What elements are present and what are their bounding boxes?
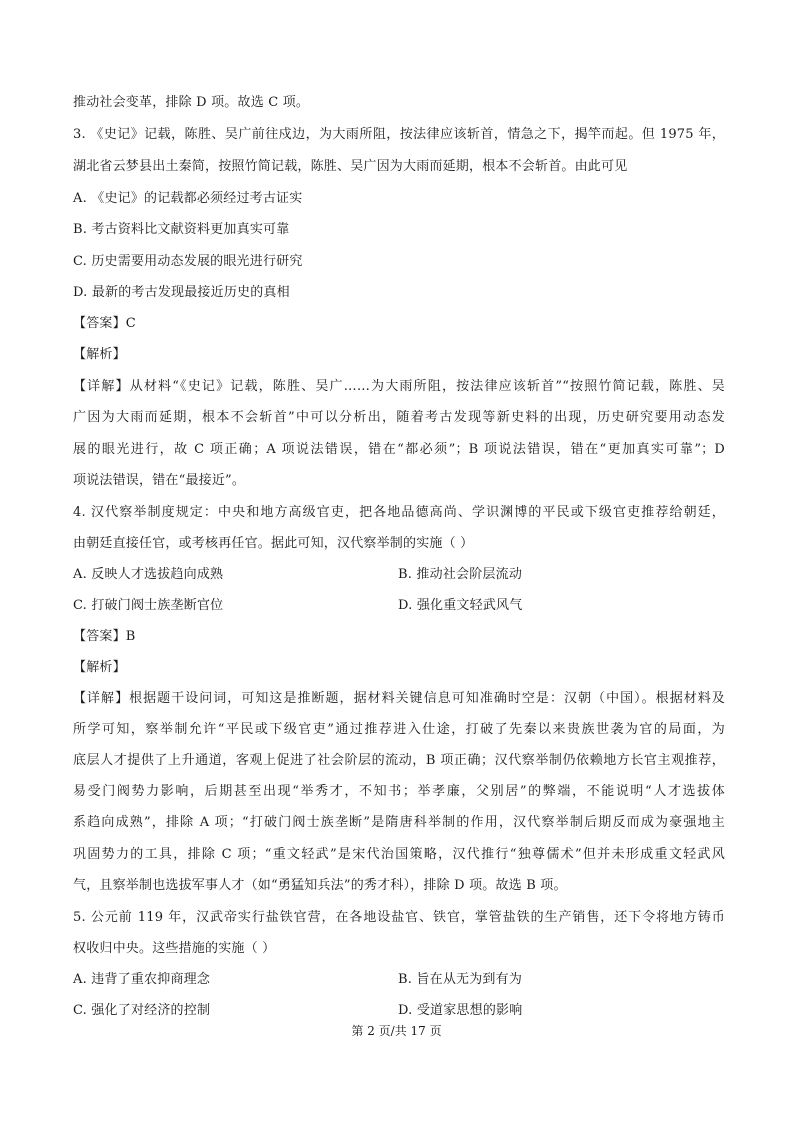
question-5-stem: 5. 公元前 119 年，汉武帝实行盐铁官营，在各地设盐官、铁官，掌管盐铁的生产销售，还下令将地方铸币 bbox=[73, 910, 725, 925]
answer-label: 【答案】C bbox=[73, 316, 136, 331]
explanation-line: 【详解】从材料“《史记》记载，陈胜、吴广……为大雨所阻，按法律应该斩首”“按照竹简记载，陈胜、吴 bbox=[73, 379, 725, 394]
explanation-line: 气，且察举制也选拔军事人才（如“勇猛知兵法”的秀才科），排除 D 项。故选 B 项。 bbox=[73, 878, 567, 893]
question-3-option-c: C. 历史需要用动态发展的眼光进行研究 bbox=[73, 254, 303, 269]
explanation-line: 【详解】根据题干设问词，可知这是推断题，据材料关键信息可知准确时空是：汉朝（中国）。根据材料及 bbox=[73, 691, 725, 706]
question-4-stem: 4. 汉代察举制度规定：中央和地方高级官吏，把各地品德高尚、学识渊博的平民或下级官吏推荐给朝廷， bbox=[73, 505, 725, 520]
question-3-option-b: B. 考古资料比文献资料更加真实可靠 bbox=[73, 222, 290, 237]
question-5-option-a: A. 违背了重农抑商理念 bbox=[73, 972, 211, 987]
question-3-option-d: D. 最新的考古发现最接近历史的真相 bbox=[73, 285, 290, 300]
question-4-option-c: C. 打破门阀士族垄断官位 bbox=[73, 598, 224, 613]
question-3-stem: 湖北省云梦县出土秦简，按照竹简记载，陈胜、吴广因为大雨而延期，根本不会斩首。由此可见 bbox=[73, 159, 628, 174]
analysis-label: 【解析】 bbox=[73, 347, 126, 362]
explanation-line: 易受门阀势力影响，后期甚至出现“举秀才，不知书；举孝廉，父别居”的弊端，不能说明“人才选拔体 bbox=[73, 784, 725, 799]
question-4-option-a: A. 反映人才选拔趋向成熟 bbox=[73, 567, 224, 582]
question-3-stem: 3. 《史记》记载，陈胜、吴广前往戍边，为大雨所阻，按法律应该斩首，情急之下，揭竿而起。但 1975 年， bbox=[73, 127, 725, 142]
question-4-stem: 由朝廷直接任官，或考核再任官。据此可知，汉代察举制的实施（ ） bbox=[73, 536, 474, 551]
question-5-stem: 权收归中央。这些措施的实施（ ） bbox=[73, 941, 276, 956]
explanation-line: 展的眼光进行，故 C 项正确；A 项说法错误，错在“都必须”；B 项说法错误，错在“更加真实可靠”；D bbox=[73, 442, 725, 457]
question-3-option-a: A. 《史记》的记载都必须经过考古证实 bbox=[73, 191, 303, 206]
explanation-line: 项说法错误，错在“最接近”。 bbox=[73, 473, 246, 488]
explanation-line: 底层人才提供了上升通道，客观上促进了社会阶层的流动，B 项正确；汉代察举制仍依赖地方长官主观推荐， bbox=[73, 753, 725, 768]
analysis-label: 【解析】 bbox=[73, 660, 126, 675]
question-5-option-d: D. 受道家思想的影响 bbox=[398, 1003, 523, 1018]
text-line: 推动社会变革，排除 D 项。故选 C 项。 bbox=[73, 95, 310, 110]
question-5-option-c: C. 强化了对经济的控制 bbox=[73, 1003, 211, 1018]
explanation-line: 巩固势力的工具，排除 C 项；“重文轻武”是宋代治国策略，汉代推行“独尊儒术”但并未形成重文轻武风 bbox=[73, 847, 725, 862]
explanation-line: 系趋向成熟”，排除 A 项；“打破门阀士族垄断”是隋唐科举制的作用，汉代察举制后期反而成为豪强地主 bbox=[73, 815, 725, 830]
answer-label: 【答案】B bbox=[73, 629, 136, 644]
page-number: 第 2 页/共 17 页 bbox=[351, 1024, 442, 1038]
question-4-option-d: D. 强化重文轻武风气 bbox=[398, 598, 523, 613]
question-5-option-b: B. 旨在从无为到有为 bbox=[398, 972, 523, 987]
question-4-option-b: B. 推动社会阶层流动 bbox=[398, 567, 523, 582]
explanation-line: 所学可知，察举制允许“平民或下级官吏”通过推荐进入仕途，打破了先秦以来贵族世袭为官的局面，为 bbox=[73, 722, 725, 737]
explanation-line: 广因为大雨而延期，根本不会斩首”中可以分析出，随着考古发现等新史料的出现，历史研究要用动态发 bbox=[73, 410, 725, 425]
